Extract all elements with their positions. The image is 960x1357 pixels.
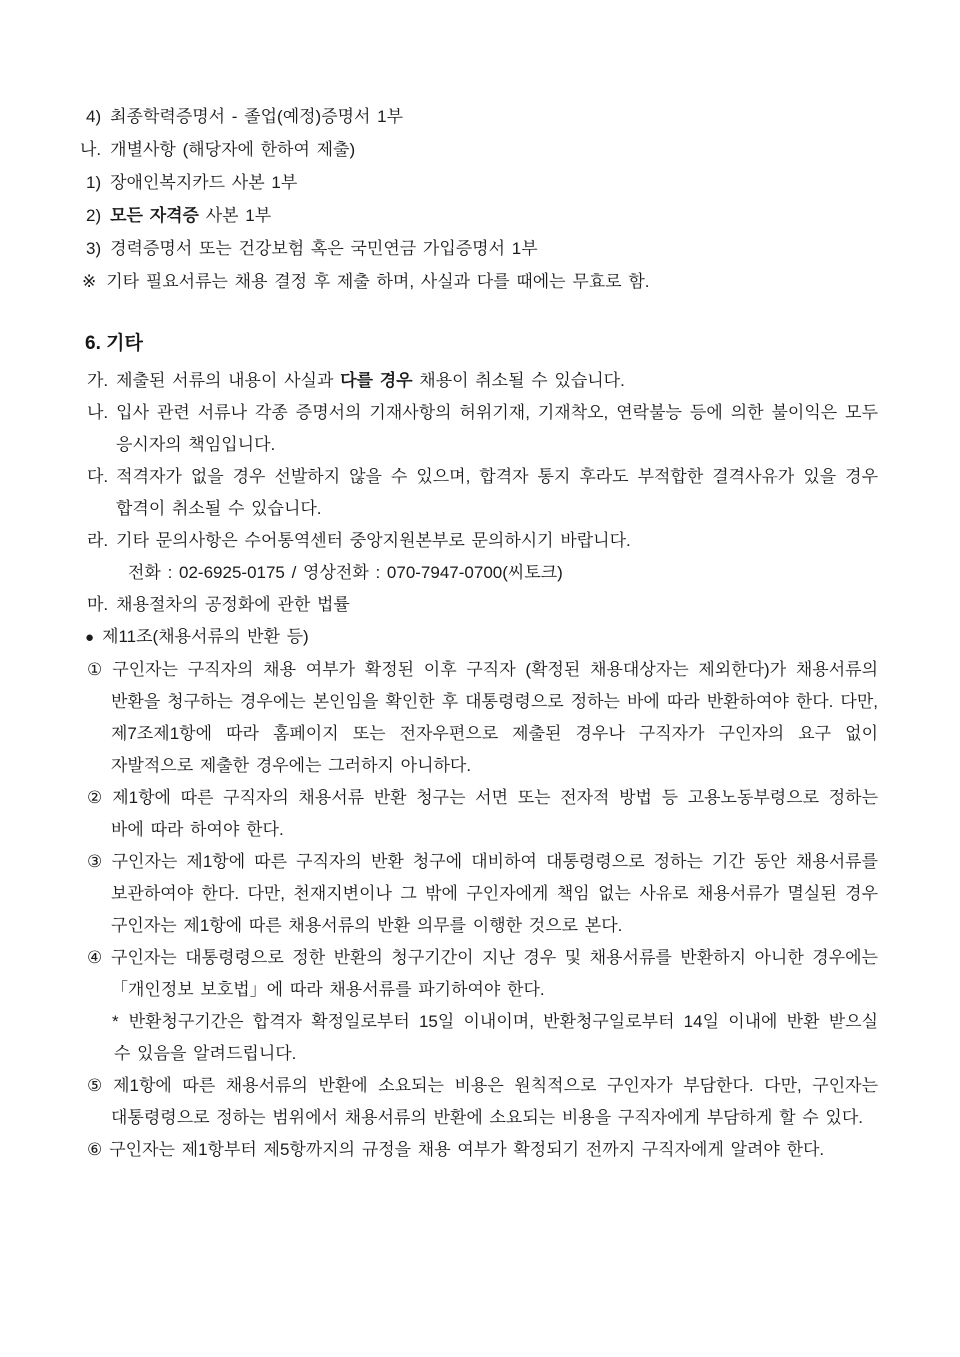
doc-line xyxy=(80,100,880,133)
section-heading-etc: 6. 기타 xyxy=(85,333,143,354)
emphasis-text: 모든 자격증 xyxy=(110,206,199,225)
attachment-document-list xyxy=(80,100,880,298)
text-run: 제출된 서류의 내용이 사실과 xyxy=(116,371,341,390)
item-marker: 마. xyxy=(87,595,109,614)
item-marker: 나. xyxy=(80,140,102,159)
item-marker: ④ xyxy=(87,948,105,967)
text-run: 적격자가 없을 경우 선발하지 않을 수 있으며, 합격자 통지 후라도 부적합한 결격사유가 있을 경우 합격이 취소될 수 있습니다. xyxy=(116,467,878,518)
item-marker: 라. xyxy=(87,531,109,550)
doc-line xyxy=(80,232,880,265)
doc-line xyxy=(87,1134,878,1166)
doc-line xyxy=(80,199,880,232)
item-marker: ⑥ xyxy=(87,1140,103,1159)
text-run: 제1항에 따른 구직자의 채용서류 반환 청구는 서면 또는 전자적 방법 등 고용노동부령으로 정하는 바에 따라 하여야 한다. xyxy=(111,788,878,839)
text-run: 제1항에 따른 채용서류의 반환에 소요되는 비용은 원칙적으로 구인자가 부담한다. 다만, 구인자는 대통령령으로 정하는 범위에서 채용서류의 반환에 소요되는 비용을 구직자에게 부담하게 할 수 있다. xyxy=(111,1076,878,1127)
text-run: 채용이 취소될 수 있습니다. xyxy=(412,371,625,390)
doc-line xyxy=(87,942,878,1006)
doc-line xyxy=(87,397,878,461)
item-marker: 다. xyxy=(87,467,109,486)
doc-line xyxy=(87,461,878,525)
doc-line xyxy=(87,846,878,942)
text-run: 경력증명서 또는 건강보험 혹은 국민연금 가입증명서 1부 xyxy=(110,239,538,258)
item-marker: ② xyxy=(87,788,106,807)
doc-line xyxy=(87,1070,878,1134)
doc-line xyxy=(87,365,878,397)
item-marker: 4) xyxy=(86,107,102,126)
text-run: 최종학력증명서 - 졸업(예정)증명서 1부 xyxy=(110,107,404,126)
text-run: 사본 1부 xyxy=(198,206,272,225)
item-marker: * xyxy=(112,1012,119,1031)
doc-line xyxy=(87,621,878,654)
doc-line xyxy=(80,166,880,199)
text-run: 전화 : 02-6925-0175 / 영상전화 : 070-7947-0700(씨토크) xyxy=(128,563,563,582)
text-run: 입사 관련 서류나 각종 증명서의 기재사항의 허위기재, 기재착오, 연락불능 등에 의한 불이익은 모두 응시자의 책임입니다. xyxy=(116,403,878,454)
text-run: 기타 문의사항은 수어통역센터 중앙지원본부로 문의하시기 바랍니다. xyxy=(116,531,631,550)
text-run: 구인자는 제1항부터 제5항까지의 규정을 채용 여부가 확정되기 전까지 구직자에게 알려야 한다. xyxy=(109,1140,825,1159)
emphasis-text: 다를 경우 xyxy=(340,371,413,390)
item-marker: ※ xyxy=(82,272,97,291)
text-run: 기타 필요서류는 채용 결정 후 제출 하며, 사실과 다를 때에는 무효로 함. xyxy=(106,272,650,291)
text-run: 구인자는 구직자의 채용 여부가 확정된 이후 구직자 (확정된 채용대상자는 제외한다)가 채용서류의 반환을 청구하는 경우에는 본인임을 확인한 후 대통령령으로 정하는 바에 따라 반환하여야 한다. 다만, 제7조제1항에 따라 홈페이지 또는 전자우편으로 제출된 경우나 구직자가 구인자의 요구 없이 자발적으로 제출한 경우에는 그러하지 아니하다. xyxy=(111,660,878,775)
text-run: 구인자는 대통령령으로 정한 반환의 청구기간이 지난 경우 및 채용서류를 반환하지 아니한 경우에는 「개인정보 보호법」에 따라 채용서류를 파기하여야 한다. xyxy=(111,948,878,999)
doc-line xyxy=(87,1006,878,1070)
etc-section-body xyxy=(87,365,878,1166)
item-marker: ⑤ xyxy=(87,1076,107,1095)
doc-line xyxy=(87,654,878,782)
item-marker: 3) xyxy=(86,239,102,258)
item-marker: 나. xyxy=(87,403,109,422)
item-marker: ● xyxy=(85,629,95,646)
text-run: 개별사항 (해당자에 한하여 제출) xyxy=(110,140,356,159)
doc-line xyxy=(80,133,880,166)
doc-line xyxy=(87,589,878,621)
doc-line xyxy=(87,557,878,589)
doc-line xyxy=(87,782,878,846)
item-marker: 2) xyxy=(86,206,102,225)
item-marker: 1) xyxy=(86,173,102,192)
item-marker: 가. xyxy=(87,371,109,390)
text-run: 장애인복지카드 사본 1부 xyxy=(110,173,298,192)
text-run: 구인자는 제1항에 따른 구직자의 반환 청구에 대비하여 대통령령으로 정하는 기간 동안 채용서류를 보관하여야 한다. 다만, 천재지변이나 그 밖에 구인자에게 책임 없는 사유로 채용서류가 멸실된 경우 구인자는 제1항에 따른 채용서류의 반환 의무를 이행한 것으로 본다. xyxy=(111,852,878,935)
text-run: 반환청구기간은 합격자 확정일로부터 15일 이내이며, 반환청구일로부터 14일 이내에 반환 받으실 수 있음을 알려드립니다. xyxy=(114,1012,878,1063)
doc-line xyxy=(80,265,880,298)
item-marker: ③ xyxy=(87,852,105,871)
text-run: 채용절차의 공정화에 관한 법률 xyxy=(116,595,350,614)
doc-line xyxy=(87,525,878,557)
item-marker: ① xyxy=(87,660,106,679)
text-run: 제11조(채용서류의 반환 등) xyxy=(102,627,309,646)
